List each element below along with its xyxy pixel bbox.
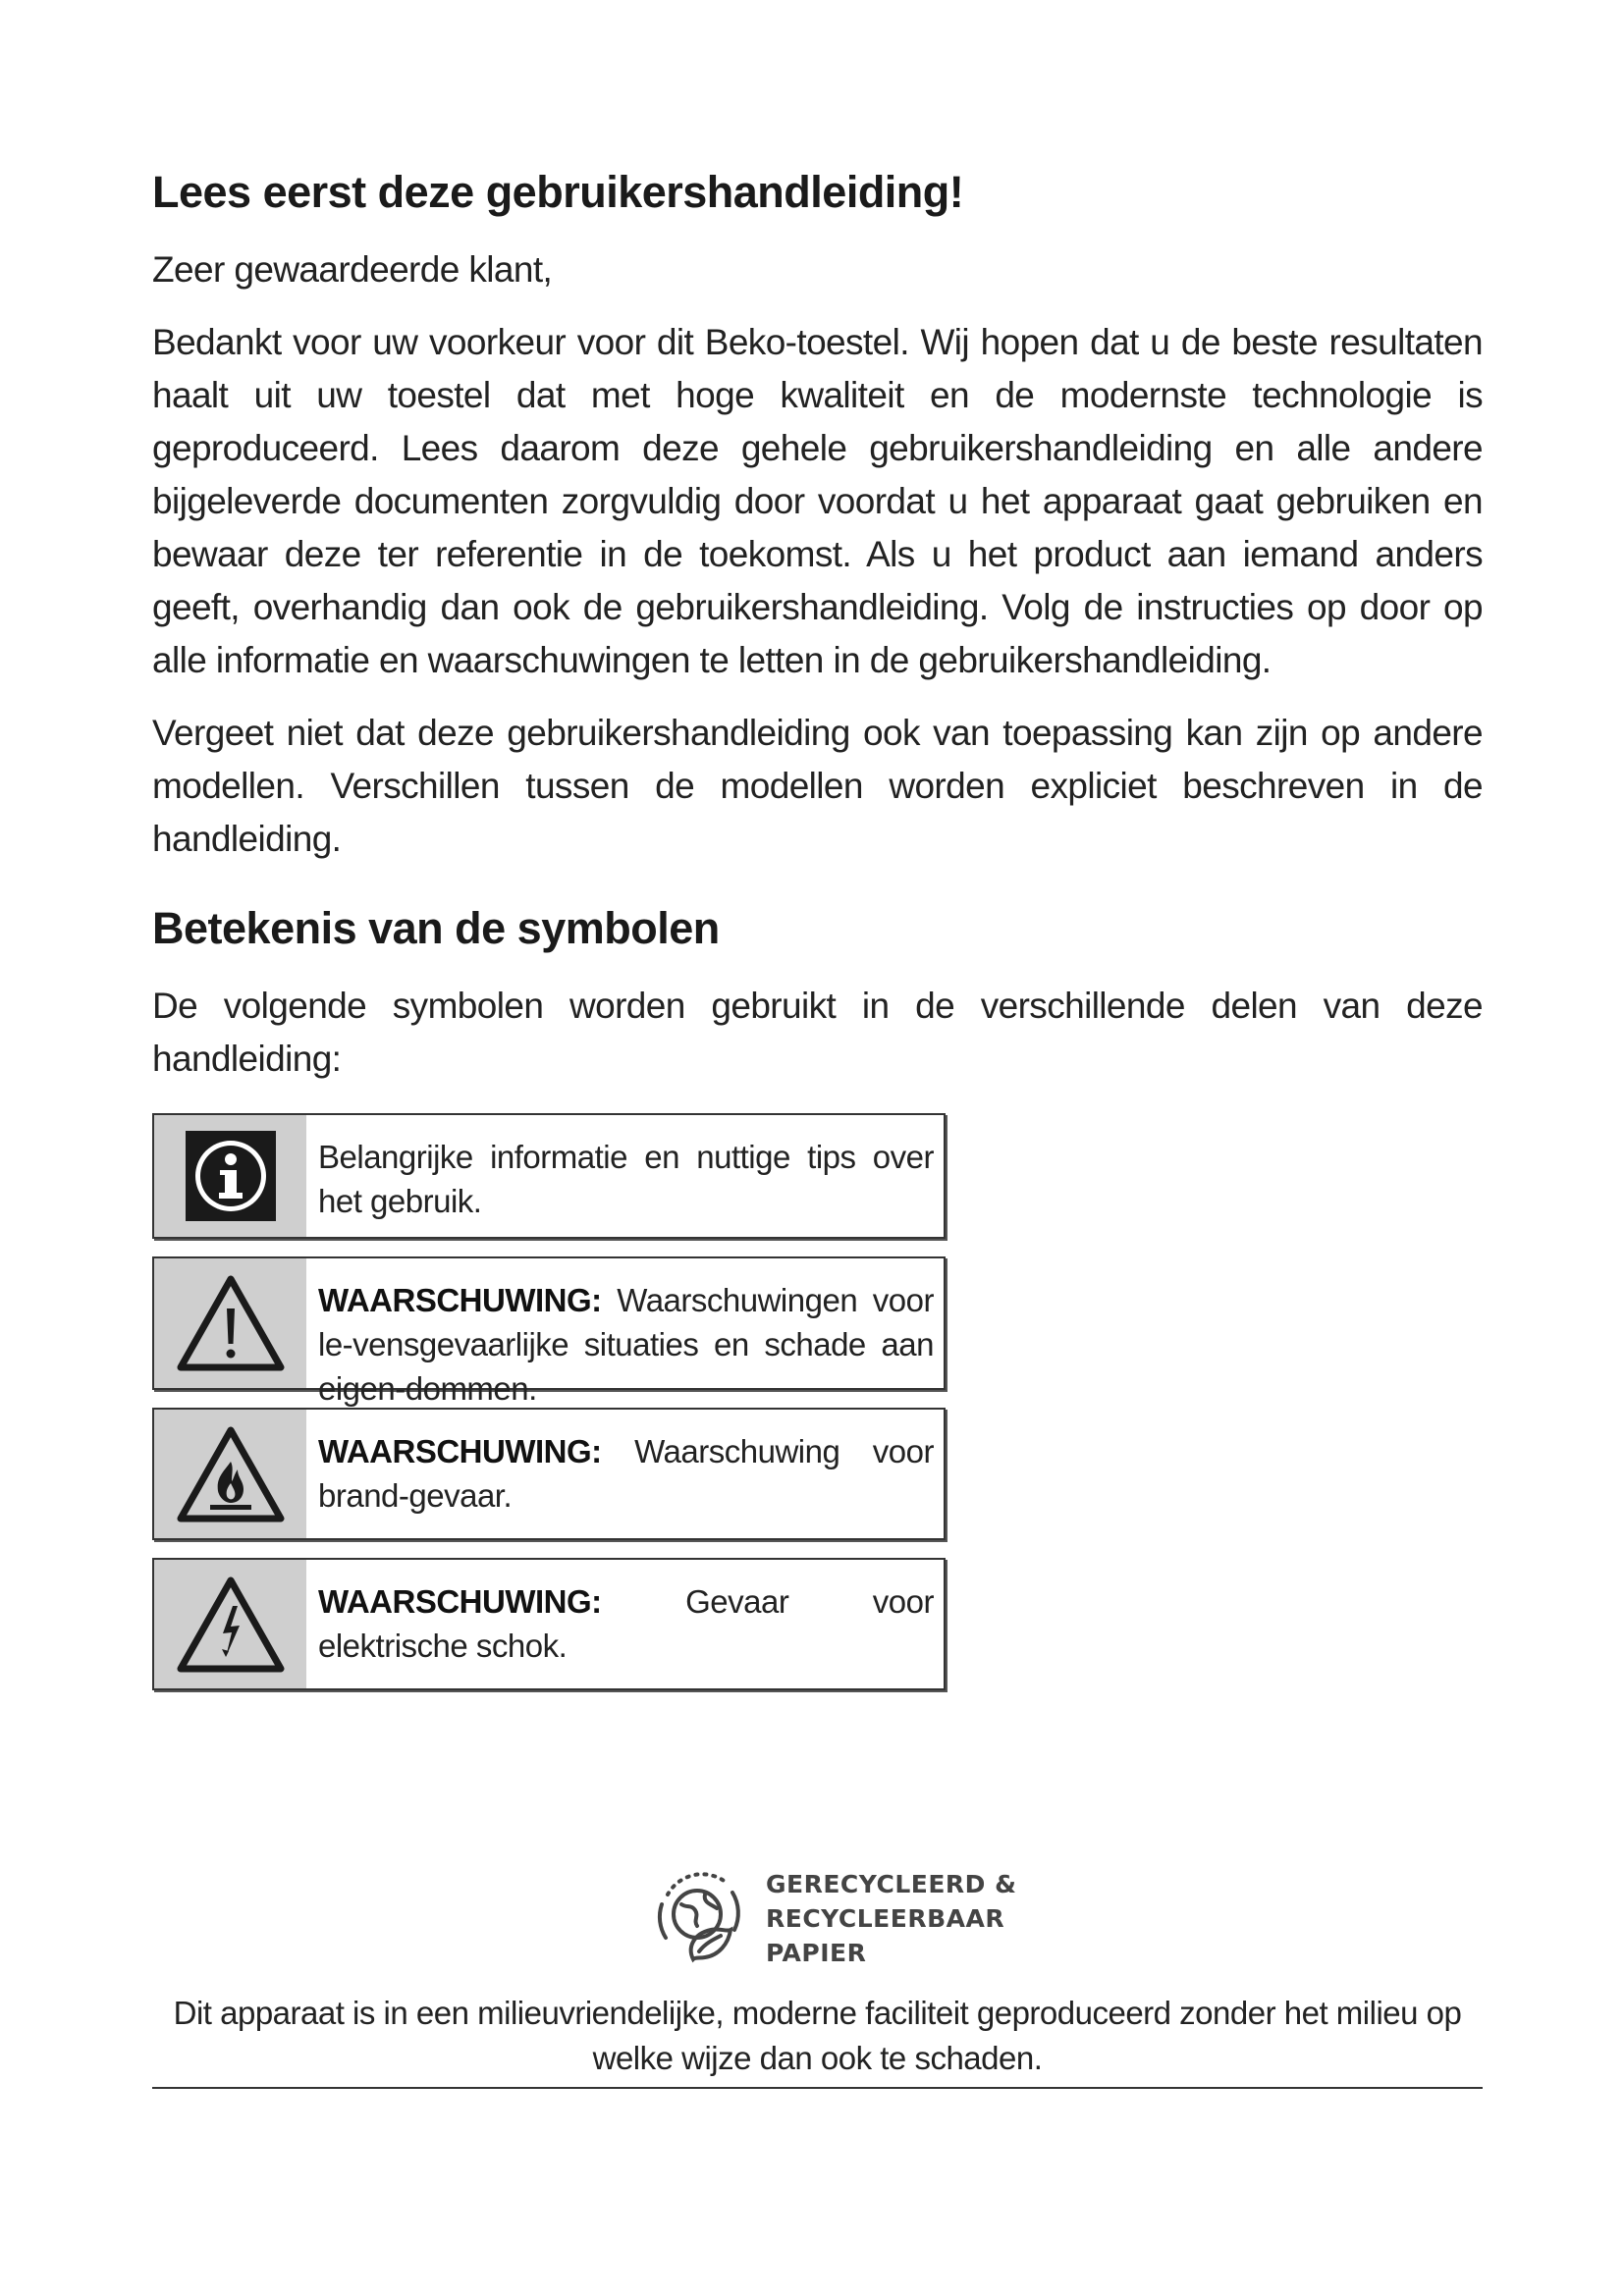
symbol-text: Waarschuwing voor brand-gevaar. [318,1433,934,1514]
recycled-paper-label [766,1867,1016,1970]
symbols-table [152,1113,946,1690]
symbol-description [306,1258,944,1407]
symbols-lead: De volgende symbolen worden gebruikt in de verschillende delen van deze handleiding: [152,986,1483,1079]
symbol-row-info [152,1113,946,1239]
symbol-label: WAARSCHUWING: [318,1433,602,1469]
symbol-label: WAARSCHUWING: [318,1282,602,1318]
symbol-label: WAARSCHUWING: [318,1583,602,1620]
recycled-paper-icon [648,1865,750,1972]
symbol-row-fire [152,1408,946,1540]
page-title: Lees eerst deze gebruikershandleiding! [152,167,964,217]
recycle-line-1: GERECYCLEERD & [766,1870,1017,1898]
symbol-row-warning [152,1256,946,1407]
symbols-heading: Betekenis van de symbolen [152,903,720,953]
symbol-description [306,1410,944,1538]
symbol-row-electric [152,1558,946,1690]
recycled-paper-badge [648,1865,1016,1972]
symbol-description [306,1560,944,1688]
recycle-line-2: RECYCLEERBAAR [766,1904,1005,1933]
symbol-text: Waarschuwingen voor le-vensgevaarlijke situaties en schade aan eigen-dommen. [318,1282,935,1407]
intro-paragraph: Bedankt voor uw voorkeur voor dit Beko-toestel. Wij hopen dat u de beste resultaten haalt uit uw toestel dat met hoge kwaliteit en de modernste technologie is geproduceerd. Lees daarom deze gehele gebruikershandleiding en alle andere bijgeleverde documenten zorgvuldig door voordat u het apparaat gaat gebruiken en bewaar deze ter referentie in de toekomst. Als u het product aan iemand anders geeft, overhandig dan ook de gebruikershandleiding. Volg de instructies op door op alle informatie en waarschuwingen te letten in de gebruikershandleiding. [152,322,1483,680]
fire-hazard-icon [154,1410,306,1538]
manual-page [152,157,1483,1708]
footer-divider [152,2087,1483,2089]
symbol-text: Gevaar voor elektrische schok. [318,1583,934,1664]
environment-note: Dit apparaat is in een milieuvriendelijke, moderne faciliteit geproduceerd zonder het milieu op welke wijze dan ook te schaden. [173,1995,1462,2076]
models-note-paragraph: Vergeet niet dat deze gebruikershandleiding ook van toepassing kan zijn op andere modellen. Verschillen tussen de modellen worden expliciet beschreven in de handleiding. [152,713,1483,859]
greeting: Zeer gewaardeerde klant, [152,249,553,290]
symbol-text: Belangrijke informatie en nuttige tips over het gebruik. [318,1139,934,1219]
warning-icon [154,1258,306,1388]
recycle-line-3: PAPIER [766,1939,867,1967]
symbol-description [306,1115,944,1237]
info-icon [154,1115,306,1237]
electric-shock-icon [154,1560,306,1688]
